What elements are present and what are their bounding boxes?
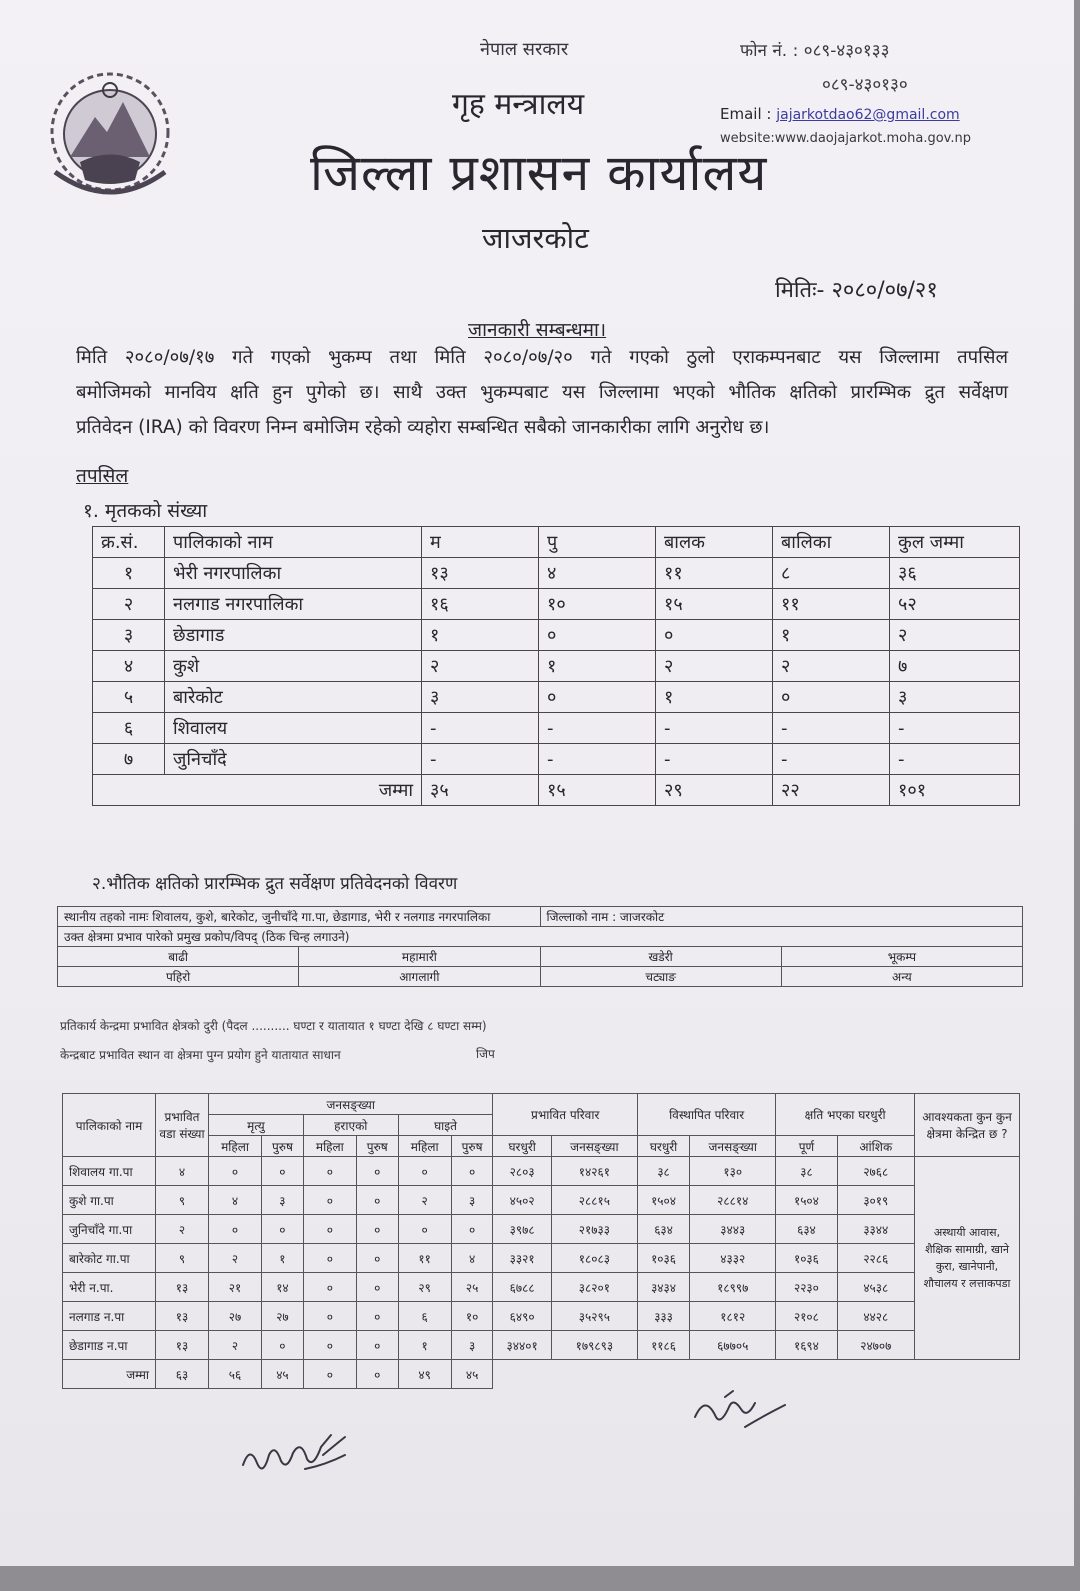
table-header-row [93,527,1020,558]
table-cell: ४५३८ [837,1273,914,1302]
table-cell: - [656,713,773,744]
table-cell: ० [356,1157,398,1186]
table-cell: ४ [209,1186,262,1215]
header-cell: विस्थापित परिवार [637,1094,775,1136]
table-row [93,713,1020,744]
table-cell: ० [262,1215,304,1244]
body-line-1: मिति २०८०/०७/१७ गते गएको भुकम्प तथा मिति २०८०/०७/२० गते गएको ठुलो एराकम्पनबाट यस जिल्लामा तपसिल [76,347,1008,368]
table-cell: २७ [209,1302,262,1331]
table-cell: १५०४ [776,1186,837,1215]
table-row [93,620,1020,651]
table-cell: ४ [451,1244,493,1273]
table-cell: ६४९० [493,1302,551,1331]
table-cell: ७ [890,651,1020,682]
letter-date: मितिः- २०८०/०७/२१ [775,278,938,303]
header-cell: हराएको [303,1115,398,1136]
disaster-option: अन्य [781,967,1022,987]
header-cell: आवश्यकता कुन कुन क्षेत्रमा केन्द्रित छ ? [915,1094,1020,1157]
table-cell: - [890,744,1020,775]
table-cell: ० [356,1186,398,1215]
table-cell: छेडागाड [165,620,422,651]
table-cell: २ [209,1244,262,1273]
table-cell: कुशे गा.पा [63,1186,156,1215]
table-cell: १ [773,620,890,651]
table-cell: जुनिचाँदे [165,744,422,775]
district-name-cell: जिल्लाको नाम : जाजरकोट [540,907,1023,927]
header-cell: कुल जम्मा [890,527,1020,558]
email-label: Email : [720,105,772,123]
table-cell: १०३६ [637,1244,689,1273]
table-cell: ० [262,1157,304,1186]
table-cell: - [539,744,656,775]
table-cell: जुनिचाँदे गा.पा [63,1215,156,1244]
table-cell: ० [303,1360,356,1389]
table-cell: ० [539,620,656,651]
table-row [63,1302,1020,1331]
table-cell: ० [398,1215,451,1244]
table-cell: २ [773,651,890,682]
table-cell: ६३४ [776,1215,837,1244]
total-label: जम्मा [93,775,422,806]
table-cell: ४५ [451,1360,493,1389]
table-cell: - [773,744,890,775]
table-cell: २७ [262,1302,304,1331]
table-cell: ० [303,1331,356,1360]
table-cell: ० [451,1215,493,1244]
table-row [63,1157,1020,1186]
table-row [93,558,1020,589]
header-cell: प्रभावित परिवार [493,1094,637,1136]
table-cell: ११८६ [637,1331,689,1360]
table-cell: ० [262,1331,304,1360]
table-cell: १४ [262,1273,304,1302]
letter-subject: जानकारी सम्बन्धमा। [468,319,607,341]
transport-note: केन्द्रबाट प्रभावित स्थान वा क्षेत्रमा पुग्न प्रयोग हुने यातायात साधान [60,1048,341,1062]
table-cell: ९ [156,1244,209,1273]
table-cell: बारेकोट [165,682,422,713]
table-cell: १ [93,558,165,589]
table-cell: १३० [690,1157,776,1186]
disaster-option: महामारी [299,947,540,967]
table-cell: छेडागाड न.पा [63,1331,156,1360]
disaster-option: आगलागी [299,967,540,987]
table-cell: ४ [93,651,165,682]
table-cell: ५ [93,682,165,713]
needs-remark: अस्थायी आवास, शैक्षिक सामाग्री, खाने कुरा, खानेपानी, शौचालय र लत्ताकपडा [915,1157,1020,1360]
table-cell: १४२६१ [551,1157,637,1186]
table-cell: १७९८९३ [551,1331,637,1360]
table-cell: ३३३ [637,1302,689,1331]
table-cell: २२ [773,775,890,806]
table-cell: ४९ [398,1360,451,1389]
table-cell: ४ [539,558,656,589]
header-cell: आंशिक [837,1136,914,1157]
table-cell: ० [356,1244,398,1273]
table-cell: २१०८ [776,1302,837,1331]
table-cell: १० [539,589,656,620]
table-cell: ० [356,1360,398,1389]
table-cell: भेरी नगरपालिका [165,558,422,589]
table-cell: ० [356,1331,398,1360]
disaster-option: बाढी [58,947,299,967]
table-cell: ४५०२ [493,1186,551,1215]
header-cell: क्षति भएका घरधुरी [776,1094,915,1136]
table-cell: ४४२८ [837,1302,914,1331]
disaster-option: चट्याङ [540,967,781,987]
table-cell: ११ [773,589,890,620]
table-cell: २ [656,651,773,682]
header-cell: महिला [209,1136,262,1157]
table-cell: ४५ [262,1360,304,1389]
table-cell: ३३२१ [493,1244,551,1273]
table-cell: ३ [262,1186,304,1215]
table-cell: बारेकोट गा.पा [63,1244,156,1273]
table-cell: ९ [156,1186,209,1215]
email-link[interactable]: jajarkotdao62@gmail.com [776,107,960,123]
table-cell: ३४४३ [690,1215,776,1244]
deaths-table [92,526,1020,806]
header-cell: जनसङ्ख्या [209,1094,493,1115]
table-cell: १३ [156,1302,209,1331]
table-cell: १ [656,682,773,713]
header-cell: घरधुरी [493,1136,551,1157]
table-cell: नलगाड नगरपालिका [165,589,422,620]
table-row [93,589,1020,620]
table-cell: १३ [156,1273,209,1302]
header-cell: पालिकाको नाम [165,527,422,558]
table-cell: ० [356,1273,398,1302]
header-cell: पूर्ण [776,1136,837,1157]
table-cell: २४७०७ [837,1331,914,1360]
table-cell: नलगाड न.पा [63,1302,156,1331]
table-cell: २ [209,1331,262,1360]
table-cell: २५ [451,1273,493,1302]
header-cell: घरधुरी [637,1136,689,1157]
table-row [63,1273,1020,1302]
tapasil-heading: तपसिल [76,465,129,487]
table-cell: ६ [398,1302,451,1331]
table-cell: ० [356,1215,398,1244]
header-cell: पुरुष [262,1136,304,1157]
disaster-option: पहिरो [58,967,299,987]
table-cell: ० [656,620,773,651]
table-cell: - [539,713,656,744]
signature-right [685,1385,795,1445]
table-cell: १५०४ [637,1186,689,1215]
table-cell: २८०३ [493,1157,551,1186]
table-cell: ६३४ [637,1215,689,1244]
table-row [63,1331,1020,1360]
header-cell: बालिका [773,527,890,558]
body-line-3: प्रतिवेदन (IRA) को विवरण निम्न बमोजिम रहेको व्यहोरा सम्बन्धित सबैको जानकारीका लागि अनुरोध छ। [76,417,770,438]
table-cell: ४३३२ [690,1244,776,1273]
section1-title: १. मृतकको संख्या [83,500,208,522]
table-cell: १८१२ [690,1302,776,1331]
table-cell: २९ [398,1273,451,1302]
table-cell: २ [156,1215,209,1244]
table-row [93,682,1020,713]
government-name: नेपाल सरकार [480,39,569,60]
table-cell: भेरी न.पा. [63,1273,156,1302]
header-cell: मृत्यु [209,1115,304,1136]
table-cell: १० [451,1302,493,1331]
letter-body [76,340,1008,445]
header-cell: जनसङ्ख्या [551,1136,637,1157]
table-cell: १ [262,1244,304,1273]
table-cell: शिवालय [165,713,422,744]
table-cell: १५ [539,775,656,806]
table-row [63,1244,1020,1273]
table-cell: २२३० [776,1273,837,1302]
table-cell: ६ [93,713,165,744]
table-cell: १०१ [890,775,1020,806]
website[interactable]: website:www.daojajarkot.moha.gov.np [720,131,971,146]
table-cell: १ [398,1331,451,1360]
table-cell: ० [303,1302,356,1331]
table-cell: २९ [656,775,773,806]
table-cell: ० [209,1157,262,1186]
table-row [63,1186,1020,1215]
table-cell: १६ [422,589,539,620]
table-cell: ३६ [890,558,1020,589]
signature-left [235,1425,365,1485]
local-level-cell: स्थानीय तहको नामः शिवालय, कुशे, बारेकोट, जुनीचाँदे गा.पा, छेडागाड, भेरी र नलगाड नगरपालिका [58,907,541,927]
ministry-name: गृह मन्त्रालय [452,87,585,122]
table-cell: २ [422,651,539,682]
disaster-option: भूकम्प [781,947,1022,967]
table-cell: ० [539,682,656,713]
disaster-option: खडेरी [540,947,781,967]
table-cell: ३८ [776,1157,837,1186]
table-cell: कुशे [165,651,422,682]
table-row [63,1215,1020,1244]
table-cell: २२८६ [837,1244,914,1273]
header-cell: महिला [398,1136,451,1157]
table-cell: ६७७०५ [690,1331,776,1360]
table-cell: ११ [398,1244,451,1273]
office-name: जिल्ला प्रशासन कार्यालय [310,144,768,202]
header-cell: पुरुष [356,1136,398,1157]
table-cell: २८८१४ [690,1186,776,1215]
header-cell: पुरुष [451,1136,493,1157]
table-total-row [93,775,1020,806]
table-cell: ० [303,1244,356,1273]
table-cell: १०३६ [776,1244,837,1273]
transport-value: जिप [476,1047,495,1061]
impact-table [62,1093,1020,1389]
table-cell: - [656,744,773,775]
header-cell: पु [539,527,656,558]
table-cell: ० [303,1157,356,1186]
table-cell: ३ [451,1186,493,1215]
table-cell: ३८२०१ [551,1273,637,1302]
header-cell: म [422,527,539,558]
table-cell: ० [303,1273,356,1302]
table-cell: ३५२९५ [551,1302,637,1331]
table-cell: ८ [773,558,890,589]
table-cell: २ [93,589,165,620]
phone-number-2: ०८९-४३०१३० [822,75,908,95]
table-cell: ० [356,1302,398,1331]
header-cell: बालक [656,527,773,558]
district-name: जाजरकोट [482,221,589,255]
table-cell: १३ [156,1331,209,1360]
table-cell: शिवालय गा.पा [63,1157,156,1186]
table-cell: ६३ [156,1360,209,1389]
header-cell: महिला [303,1136,356,1157]
table-cell: ३९७८ [493,1215,551,1244]
table-cell: १६९४ [776,1331,837,1360]
header-cell: पालिकाको नाम [63,1094,156,1157]
table-cell: ३ [422,682,539,713]
table-cell: ३८ [637,1157,689,1186]
table-cell: ० [209,1215,262,1244]
table-cell: ३४४०१ [493,1331,551,1360]
table-cell: ५२ [890,589,1020,620]
table-cell: ५६ [209,1360,262,1389]
table-cell: १५ [656,589,773,620]
table-cell: ३ [451,1331,493,1360]
table-cell: ११ [656,558,773,589]
table-cell: ० [773,682,890,713]
table-cell: ६७८८ [493,1273,551,1302]
distance-note: प्रतिकार्य केन्द्रमा प्रभावित क्षेत्रको दुरी (पैदल .......... घण्टा र यातायात १ घण्टा देखि ८ घण्टा सम्म) [60,1019,487,1033]
email-row [720,105,960,123]
disaster-question: उक्त क्षेत्रमा प्रभाव पारेको प्रमुख प्रकोप/विपद् (ठिक चिन्ह लगाउने) [58,927,1023,947]
section2-title: २.भौतिक क्षतिको प्रारम्भिक द्रुत सर्वेक्षण प्रतिवेदनको विवरण [92,874,458,894]
table-cell: २१ [209,1273,262,1302]
table-cell: - [422,744,539,775]
table-cell: - [422,713,539,744]
table-cell: २ [890,620,1020,651]
table-cell: ३३४४ [837,1215,914,1244]
ira-info-table [57,906,1023,987]
table-cell: ३५ [422,775,539,806]
nepal-emblem-icon [35,62,185,202]
table-cell: १ [539,651,656,682]
header-cell: जनसङ्ख्या [690,1136,776,1157]
table-cell: - [890,713,1020,744]
table-row [93,651,1020,682]
table-cell: २८८१५ [551,1186,637,1215]
header-cell: क्र.सं. [93,527,165,558]
table-cell: १ [422,620,539,651]
table-cell: ० [398,1157,451,1186]
table-cell: ० [451,1157,493,1186]
table-cell: ४ [156,1157,209,1186]
table-cell: ० [303,1186,356,1215]
table-cell: ३ [93,620,165,651]
total-label: जम्मा [63,1360,156,1389]
table-cell: ० [303,1215,356,1244]
table-cell: ३४३४ [637,1273,689,1302]
body-line-2: बमोजिमको मानविय क्षति हुन पुगेको छ। साथै उक्त भुकम्पबाट यस जिल्लामा भएको भौतिक क्षतिको प्रारम्भिक द्रुत सर्वेक्षण [76,382,1008,403]
phone-number: फोन नं. : ०८९-४३०१३३ [740,41,890,61]
table-cell: - [773,713,890,744]
table-cell: १८९९७ [690,1273,776,1302]
table-cell: ७ [93,744,165,775]
header-cell: घाइते [398,1115,493,1136]
table-row [93,744,1020,775]
table-cell: १३ [422,558,539,589]
table-cell: २ [398,1186,451,1215]
table-cell: २७६८ [837,1157,914,1186]
table-total-row [63,1360,1020,1389]
table-cell: २१७३३ [551,1215,637,1244]
table-cell: १८०८३ [551,1244,637,1273]
table-cell: ३०१९ [837,1186,914,1215]
table-cell: ३ [890,682,1020,713]
header-cell: प्रभावित वडा संख्या [156,1094,209,1157]
